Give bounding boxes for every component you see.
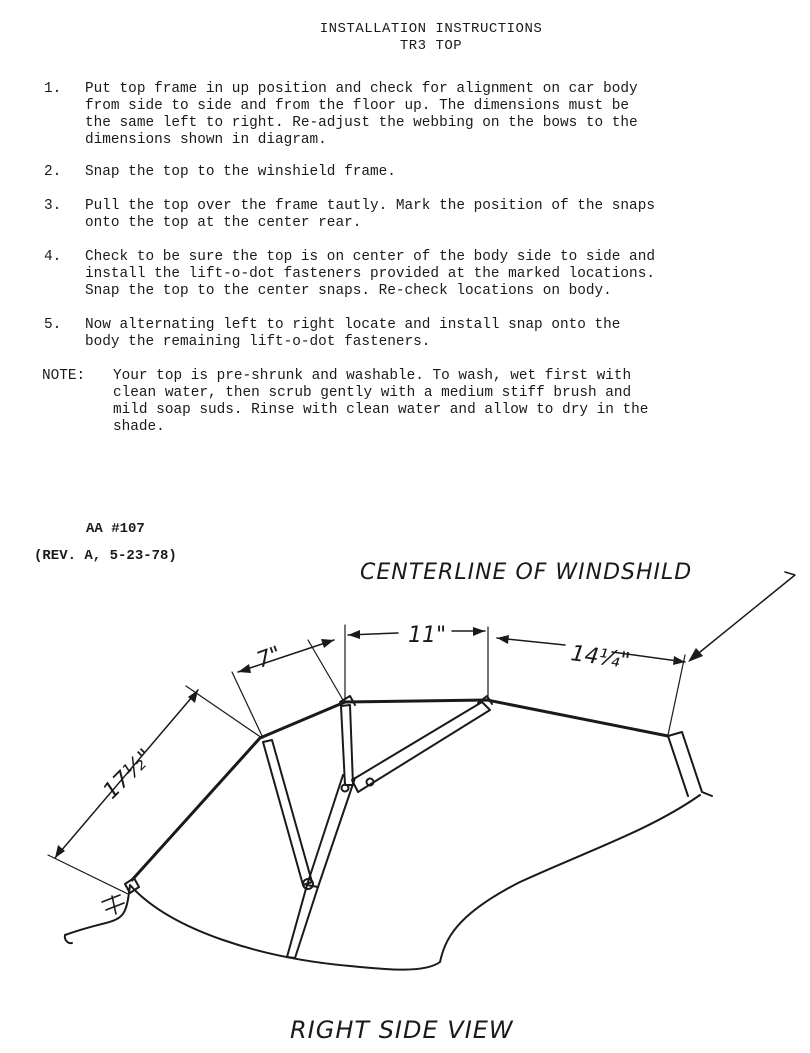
- centerline-label: CENTERLINE OF WINDSHILD: [360, 560, 693, 585]
- centerline-leader: [700, 572, 795, 652]
- dimension-11: 11": [408, 623, 447, 648]
- step-text: Snap the top to the winshield frame.: [85, 164, 396, 180]
- body-rear-edge: [65, 935, 72, 943]
- view-label: RIGHT SIDE VIEW: [290, 1016, 514, 1044]
- arrowhead: [321, 639, 334, 648]
- extension-line: [668, 655, 685, 735]
- arrowhead: [688, 648, 703, 662]
- note-text: Your top is pre-shrunk and washable. To wash, wet first with clean water, then scrub gently with a medium stiff brush and mild soap suds. Rinse with clean water and allow to dry in the shade.: [113, 368, 649, 435]
- main-pivot-arm-inner: [287, 885, 307, 957]
- extension-line: [308, 640, 343, 700]
- note-label: NOTE:: [42, 368, 86, 384]
- rear-fastener: [125, 878, 139, 893]
- step-text: Pull the top over the frame tautly. Mark the position of the snaps onto the top at the center rear.: [85, 198, 655, 231]
- step-text: Now alternating left to right locate and install snap onto the body the remaining lift-o-dot fasteners.: [85, 317, 621, 350]
- part-number: AA #107: [86, 521, 145, 537]
- rear-bow: [263, 740, 312, 885]
- step-number: 3.: [44, 198, 62, 214]
- windshield-post-inner: [668, 736, 688, 796]
- step-number: 1.: [44, 81, 62, 97]
- step-number: 4.: [44, 249, 62, 265]
- extension-line: [48, 855, 128, 894]
- step-text: Put top frame in up position and check for alignment on car body from side to side and from the floor up. The dimensions must be the same left to right. Re-adjust the webbing on the bows to the dimensions shown in diagram.: [85, 81, 638, 148]
- dimension-14-25: 14¼": [569, 641, 632, 675]
- dimension-line-7: [238, 640, 334, 672]
- arrowhead: [238, 664, 251, 673]
- arrowhead: [473, 627, 485, 636]
- rear-snap-icon: [102, 895, 124, 914]
- revision-label: (REV. A, 5-23-78): [34, 548, 177, 564]
- document-title: INSTALLATION INSTRUCTIONS: [319, 21, 543, 37]
- arrowhead: [497, 635, 509, 644]
- center-bow: [341, 705, 353, 785]
- document-subtitle: TR3 TOP: [399, 38, 463, 54]
- windshield-post: [668, 732, 712, 796]
- car-body-outline: [65, 795, 700, 970]
- step-text: Check to be sure the top is on center of the body side to side and install the lift-o-dot fasteners provided at the marked locations. Snap the top to the center snaps. Re-check locations on body.: [85, 249, 655, 299]
- dimension-7: 7": [253, 641, 285, 674]
- main-lower-link: [307, 775, 355, 887]
- arrowhead: [348, 630, 360, 639]
- step-number: 2.: [44, 164, 62, 180]
- step-number: 5.: [44, 317, 62, 333]
- dimension-17-5: 17½": [98, 744, 159, 805]
